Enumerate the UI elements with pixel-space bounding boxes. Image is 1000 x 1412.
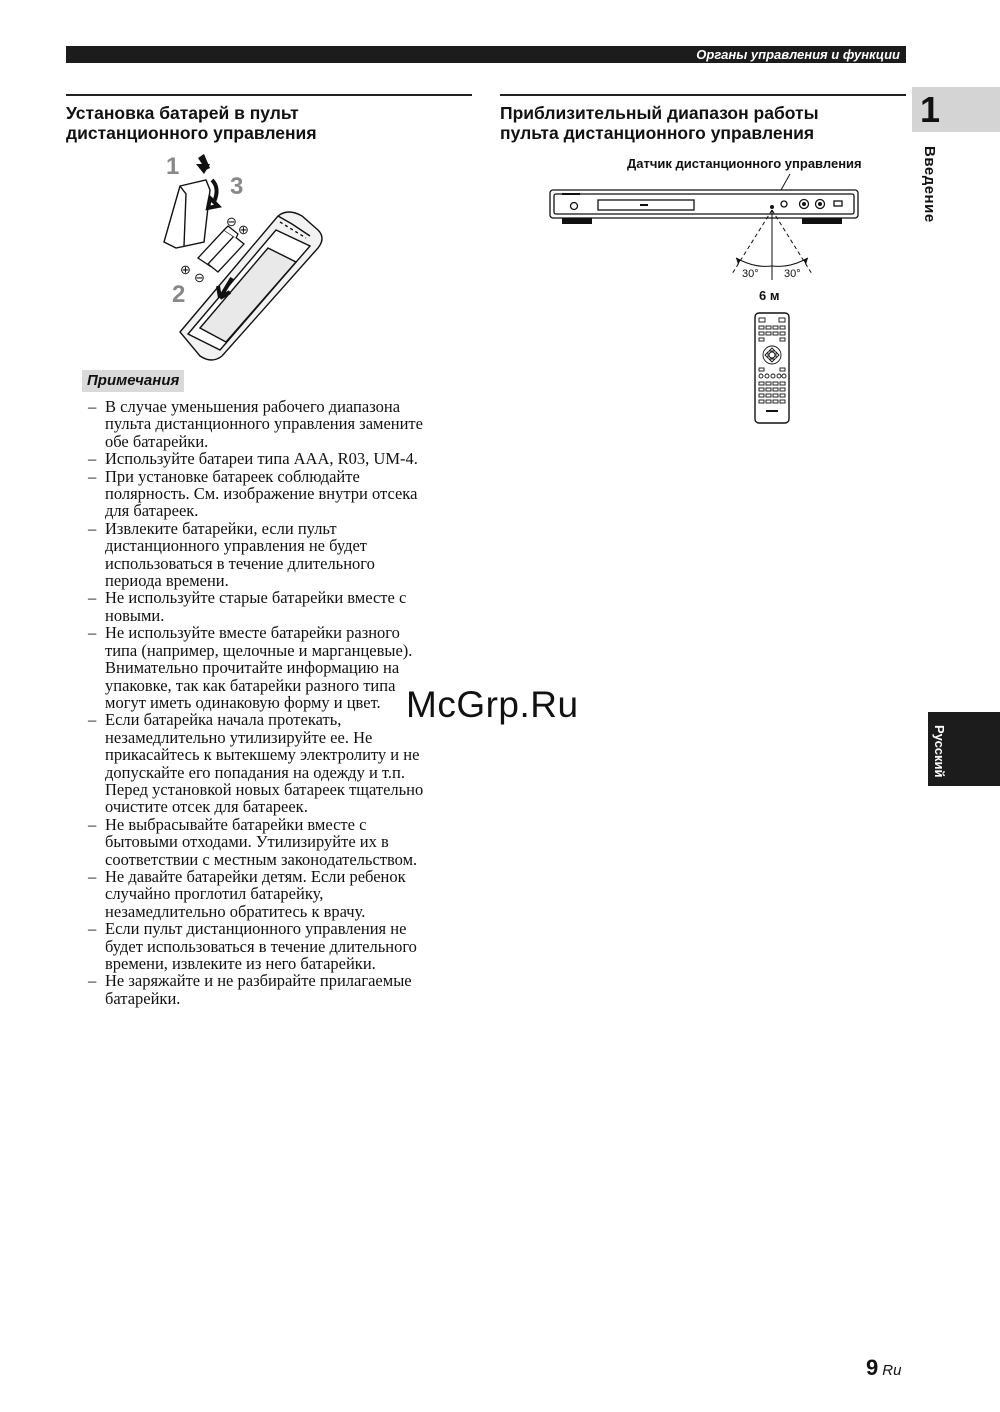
note-item	[86, 468, 478, 520]
note-bullet-dash: –	[88, 623, 97, 643]
note-line: Не выбрасывайте батарейки вместе с	[105, 814, 367, 834]
note-item	[86, 816, 478, 868]
left-section-title	[66, 103, 317, 143]
note-line: допускайте его попадания на одежду и т.п.	[105, 762, 405, 782]
note-line: использоваться в течение длительного	[105, 553, 375, 573]
note-bullet-dash: –	[88, 588, 97, 608]
note-line: времени, извлеките из него батарейки.	[105, 954, 376, 973]
note-line: Не заряжайте и не разбирайте прилагаемые	[105, 971, 412, 991]
note-line: бытовыми отходами. Утилизируйте их в	[105, 832, 389, 852]
step-3-number: 3	[230, 173, 244, 200]
sensor-dot	[770, 205, 774, 209]
remote-control-illustration	[754, 312, 790, 424]
note-line: В случае уменьшения рабочего диапазона	[105, 397, 401, 416]
note-line: очистите отсек для батареек.	[105, 797, 308, 817]
right-section-rule	[500, 94, 906, 96]
chapter-number: 1	[920, 89, 941, 130]
note-item	[86, 520, 478, 590]
battery-cover	[164, 180, 210, 248]
running-header: Органы управления и функции	[66, 46, 906, 63]
watermark: McGrp.Ru	[406, 684, 579, 725]
note-line: новыми.	[105, 605, 165, 625]
note-line: случайно проглотил батарейку,	[105, 884, 324, 904]
note-line: При установке батареек соблюдайте	[105, 466, 360, 486]
note-line: пульта дистанционного управления замените	[105, 414, 423, 434]
note-item	[86, 920, 478, 972]
language-label: Русский	[932, 724, 947, 778]
note-bullet-dash: –	[88, 814, 97, 834]
left-section-rule	[66, 94, 472, 96]
player-range-diagram	[548, 170, 868, 290]
note-bullet-dash: –	[88, 397, 97, 416]
note-bullet-dash: –	[88, 919, 97, 939]
page-number-value: 9	[866, 1355, 879, 1380]
note-line: Не давайте батарейки детям. Если ребенок	[105, 866, 406, 886]
note-item	[86, 589, 478, 624]
note-line: Не используйте старые батарейки вместе с	[105, 588, 407, 608]
chapter-name: Введение	[921, 146, 938, 223]
note-bullet-dash: –	[88, 866, 97, 886]
note-item	[86, 868, 478, 920]
notes-label: Примечания	[82, 370, 184, 392]
note-line: упаковке, так как батарейки разного типа	[105, 675, 396, 695]
chapter-tab	[912, 87, 1000, 132]
note-bullet-dash: –	[88, 518, 97, 538]
note-line: соответствии с местным законодательством.	[105, 849, 418, 869]
left-title-line-1: Установка батарей в пульт	[66, 103, 299, 123]
note-line: будет использоваться в течение длительного	[105, 936, 417, 956]
yamaha-logo-mark	[562, 193, 580, 195]
note-bullet-dash: –	[88, 449, 97, 469]
note-item	[86, 450, 478, 467]
step-2-number: 2	[172, 281, 186, 308]
angle-left-label: 30°	[742, 268, 759, 280]
note-line: дистанционного управления не будет	[105, 536, 368, 556]
note-line: Если пульт дистанционного управления не	[105, 919, 407, 939]
note-line: Внимательно прочитайте информацию на	[105, 658, 400, 678]
plus-symbol-lower: ⊕	[180, 262, 191, 277]
bd-player	[550, 190, 858, 224]
note-line: Перед установкой новых батареек тщательно	[105, 779, 424, 799]
note-line: обе батарейки.	[105, 431, 209, 451]
note-line: прикасайтесь к вытекшему электролиту и не	[105, 745, 420, 765]
minus-symbol-upper: ⊖	[226, 214, 237, 229]
page-language-suffix: Ru	[882, 1362, 902, 1379]
note-line: Извлеките батарейки, если пульт	[105, 518, 337, 538]
note-line: типа (например, щелочные и марганцевые).	[105, 640, 413, 660]
range-distance-label: 6 м	[759, 288, 780, 303]
right-title-line-1: Приблизительный диапазон работы	[500, 103, 819, 123]
note-line: незамедлительно утилизируйте ее. Не	[105, 727, 373, 747]
note-item	[86, 398, 478, 450]
language-tab	[928, 712, 1000, 786]
note-bullet-dash: –	[88, 466, 97, 486]
note-line: для батареек.	[105, 501, 199, 521]
plus-symbol-upper: ⊕	[238, 222, 249, 237]
note-line: полярность. См. изображение внутри отсека	[105, 484, 418, 504]
note-line: могут иметь одинаковую форму и цвет.	[105, 692, 381, 712]
note-bullet-dash: –	[88, 971, 97, 991]
note-line: Не используйте вместе батарейки разного	[105, 623, 400, 643]
note-item	[86, 711, 478, 815]
right-title-line-2: пульта дистанционного управления	[500, 123, 815, 143]
note-line: периода времени.	[105, 571, 229, 591]
note-line: незамедлительно обратитесь к врачу.	[105, 901, 366, 921]
note-item	[86, 972, 478, 1007]
note-bullet-dash: –	[88, 710, 97, 730]
note-line: Если батарейка начала протекать,	[105, 710, 342, 730]
battery-installation-illustration	[160, 150, 330, 360]
right-section-title	[500, 103, 819, 143]
angle-right-label: 30°	[784, 268, 801, 280]
note-line: Используйте батареи типа AAA, R03, UM-4.	[105, 449, 418, 469]
note-line: батарейки.	[105, 988, 181, 1008]
step-1-number: 1	[166, 153, 180, 180]
remote-sensor-label: Датчик дистанционного управления	[627, 156, 862, 171]
left-title-line-2: дистанционного управления	[66, 123, 317, 143]
minus-symbol-lower: ⊖	[194, 270, 205, 285]
page-number	[866, 1355, 901, 1381]
